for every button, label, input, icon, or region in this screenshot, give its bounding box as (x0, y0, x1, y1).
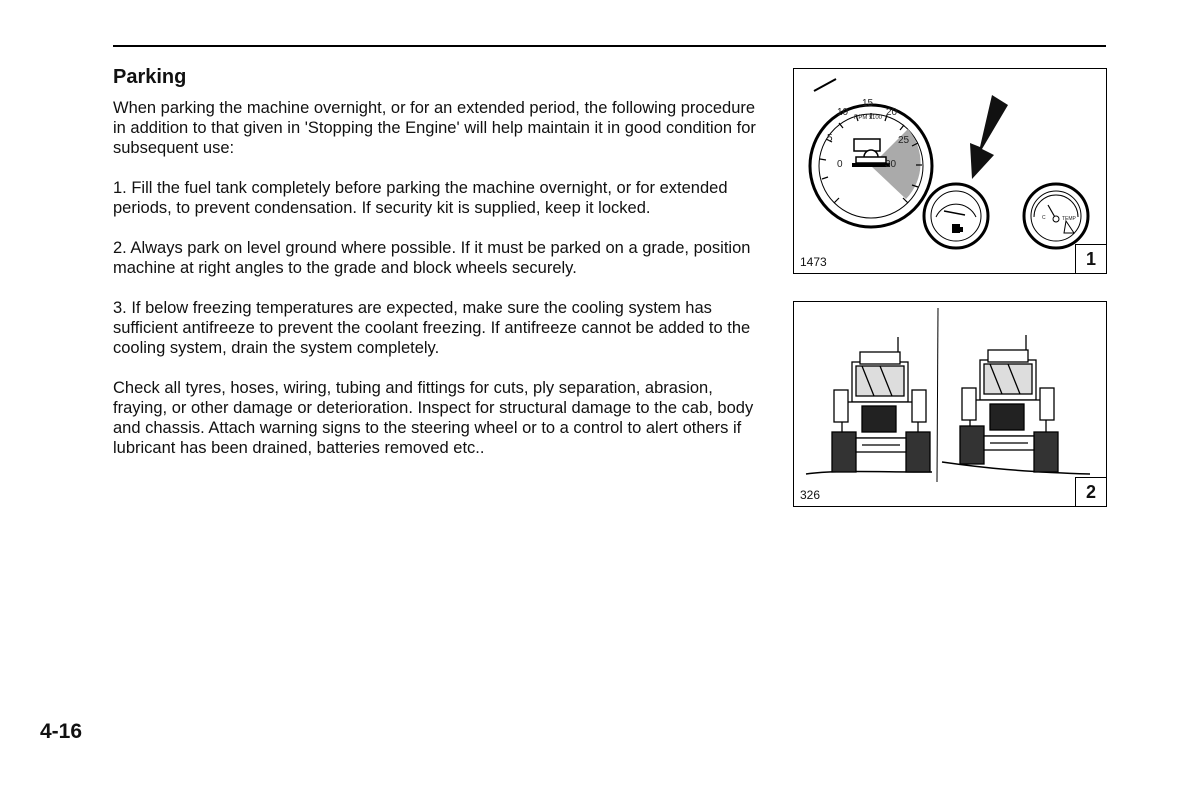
inspection-paragraph: Check all tyres, hoses, wiring, tubing and fittings for cuts, ply separation, abrasion, fraying, or other damage or deterioration. Inspect for structural damage to the cab, body and chassis. Attach warning signs to the steering wheel or to a control to alert others if lubricant has been drained, batteries removed etc.. (113, 379, 754, 457)
temp-label: TEMP (1062, 216, 1076, 222)
tacho-label: 30 (885, 159, 897, 170)
temp-cold-label: C (1042, 215, 1046, 221)
header-rule (113, 45, 1106, 47)
figure-2-parking (793, 301, 1107, 507)
tacho-unit: RPM x100 (854, 115, 883, 121)
figure-1-gauges (793, 68, 1107, 274)
section-body (113, 98, 765, 478)
figure-number: 1 (1075, 244, 1106, 273)
step-3-paragraph: 3. If below freezing temperatures are expected, make sure the cooling system has sufficient antifreeze to prevent the coolant freezing. If antifreeze cannot be added to the cooling system, drain the system completely. (113, 299, 751, 357)
tacho-label: 10 (837, 107, 849, 118)
tacho-label: 25 (898, 135, 910, 146)
figure-ref: 1473 (800, 255, 827, 269)
temperature-gauge-icon (1024, 184, 1088, 248)
step-1-paragraph: 1. Fill the fuel tank completely before parking the machine overnight, or for extended periods, to prevent condensation. If security kit is supplied, keep it locked. (113, 179, 728, 217)
machines-illustration (794, 302, 1106, 506)
tacho-label: 5 (827, 133, 833, 144)
intro-paragraph: When parking the machine overnight, or for an extended period, the following procedure in addition to that given in 'Stopping the Engine' will help maintain it in good condition for subsequent use: (113, 99, 756, 157)
machine-level-icon (832, 337, 930, 472)
tachometer-icon (810, 98, 932, 227)
machine-slope-icon (960, 335, 1058, 472)
figure-number: 2 (1075, 477, 1106, 506)
gauges-illustration (794, 69, 1106, 273)
tacho-label: 15 (862, 98, 874, 109)
tacho-label: 0 (837, 159, 843, 170)
arrow-down-icon (970, 95, 1008, 179)
page-number: 4-16 (40, 720, 83, 743)
fuel-gauge-icon (924, 184, 988, 248)
step-2-paragraph: 2. Always park on level ground where possible. If it must be parked on a grade, position machine at right angles to the grade and block wheels securely. (113, 239, 751, 277)
figure-ref: 326 (800, 488, 821, 502)
tacho-label: 20 (886, 107, 898, 118)
section-title: Parking (113, 66, 187, 88)
